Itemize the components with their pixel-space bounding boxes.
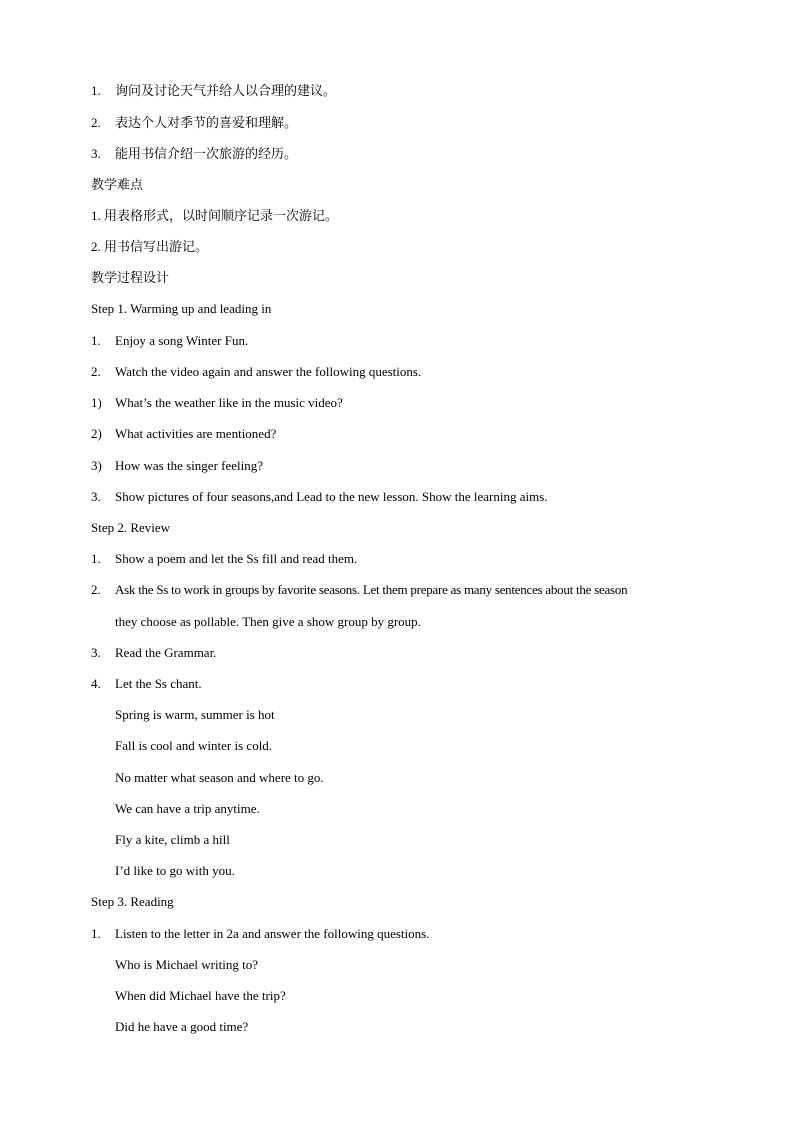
list-number: 1)	[91, 395, 102, 410]
difficulty-item-1: 1. 用表格形式，以时间顺序记录一次游记。	[91, 208, 339, 223]
list-text: Listen to the letter in 2a and answer the following questions.	[115, 926, 430, 941]
list-text: How was the singer feeling?	[115, 458, 264, 473]
list-text: Watch the video again and answer the following questions.	[115, 364, 422, 379]
list-number: 4.	[91, 676, 101, 691]
list-number: 2.	[91, 115, 101, 130]
reading-question-2: When did Michael have the trip?	[115, 988, 286, 1003]
chant-line-4: We can have a trip anytime.	[115, 801, 260, 816]
reading-question-1: Who is Michael writing to?	[115, 957, 258, 972]
list-text: Ask the Ss to work in groups by favorite seasons. Let them prepare as many sentences about the season	[115, 582, 628, 597]
list-text: Enjoy a song Winter Fun.	[115, 333, 249, 348]
list-number: 3.	[91, 489, 101, 504]
list-number: 1.	[91, 333, 101, 348]
list-number: 3.	[91, 146, 101, 161]
list-text: Read the Grammar.	[115, 645, 217, 660]
chant-line-3: No matter what season and where to go.	[115, 770, 324, 785]
difficulty-item-2: 2. 用书信写出游记。	[91, 239, 209, 254]
list-number: 1.	[91, 926, 101, 941]
list-text: What’s the weather like in the music video?	[115, 395, 343, 410]
step-1-heading: Step 1. Warming up and leading in	[91, 301, 272, 316]
reading-question-3: Did he have a good time?	[115, 1019, 249, 1034]
step-3-heading: Step 3. Reading	[91, 894, 174, 909]
list-number: 2)	[91, 426, 102, 441]
list-number: 3)	[91, 458, 102, 473]
list-text: What activities are mentioned?	[115, 426, 277, 441]
list-text: 能用书信介绍一次旅游的经历。	[115, 146, 298, 161]
chant-line-6: I’d like to go with you.	[115, 863, 235, 878]
list-text: Let the Ss chant.	[115, 676, 202, 691]
list-number: 2.	[91, 364, 101, 379]
chant-line-5: Fly a kite, climb a hill	[115, 832, 230, 847]
list-number: 1.	[91, 83, 101, 98]
chant-line-1: Spring is warm, summer is hot	[115, 707, 275, 722]
list-text: Show a poem and let the Ss fill and read them.	[115, 551, 358, 566]
list-number: 1.	[91, 551, 101, 566]
list-number: 3.	[91, 645, 101, 660]
heading-teaching-difficulties: 教学难点	[91, 177, 144, 192]
chant-line-2: Fall is cool and winter is cold.	[115, 738, 273, 753]
list-text: 表达个人对季节的喜爱和理解。	[115, 115, 298, 130]
step-2-item-2-continued: they choose as pollable. Then give a show group by group.	[115, 614, 421, 629]
list-text: Show pictures of four seasons,and Lead to the new lesson. Show the learning aims.	[115, 489, 548, 504]
list-text: 询问及讨论天气并给人以合理的建议。	[115, 83, 337, 98]
step-2-heading: Step 2. Review	[91, 520, 171, 535]
heading-teaching-process: 教学过程设计	[91, 270, 170, 285]
list-number: 2.	[91, 582, 101, 597]
